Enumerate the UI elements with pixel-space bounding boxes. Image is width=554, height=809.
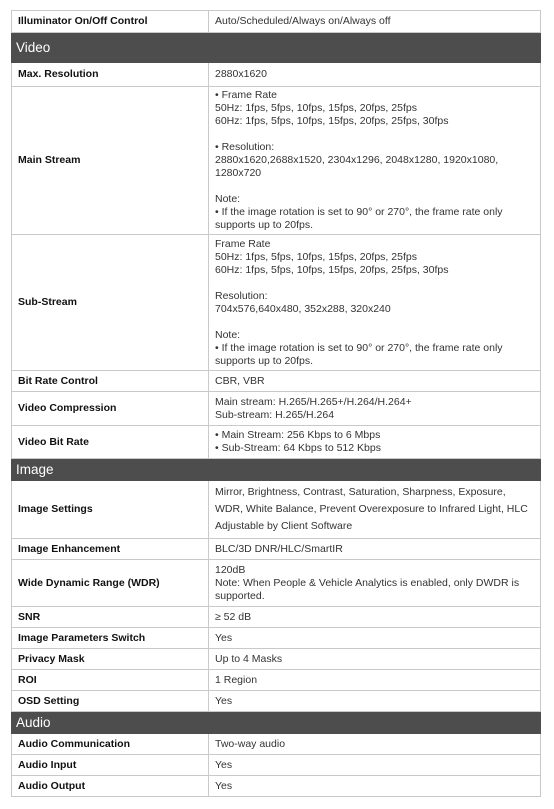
spec-row-image-enhancement [12, 539, 541, 560]
spec-row-audio-input [12, 755, 541, 776]
spec-row-bit-rate-control [12, 371, 541, 392]
spec-row-image-settings [12, 481, 541, 539]
value-line: 704x576,640x480, 352x288, 320x240 [215, 302, 391, 315]
spec-row-main-stream [12, 87, 541, 235]
row-label: Sub-Stream [12, 235, 209, 371]
section-title: Audio [12, 712, 541, 734]
row-value: 1 Region [209, 670, 541, 691]
spec-row-privacy-mask [12, 649, 541, 670]
row-value [209, 426, 541, 459]
row-label: Image Parameters Switch [12, 628, 209, 649]
spec-table [11, 10, 541, 797]
row-value [209, 87, 541, 235]
value-line: 120dB [215, 563, 246, 576]
row-value [209, 481, 541, 539]
spec-row-audio-communication [12, 734, 541, 755]
spec-row-illuminator [12, 11, 541, 33]
value-line: supports up to 20fps. [215, 219, 314, 231]
row-value: Yes [209, 776, 541, 797]
value-line: 1280x720 [215, 167, 262, 179]
spec-row-osd-setting [12, 691, 541, 712]
value-line: supports up to 20fps. [215, 354, 314, 367]
value-line: • If the image rotation is set to 90° or 270°, the frame rate only [215, 341, 503, 354]
row-value: Auto/Scheduled/Always on/Always off [209, 11, 541, 33]
value-line: Frame Rate [215, 237, 271, 250]
row-value: Two-way audio [209, 734, 541, 755]
row-value [209, 560, 541, 607]
section-header-video [12, 33, 541, 63]
row-label: Main Stream [12, 87, 209, 235]
row-value: ≥ 52 dB [209, 607, 541, 628]
value-line: WDR, White Balance, Prevent Overexposure to Infrared Light, HLC [215, 503, 528, 515]
row-value: BLC/3D DNR/HLC/SmartIR [209, 539, 541, 560]
spec-sheet [11, 10, 541, 797]
section-title: Video [12, 33, 541, 63]
value-line: Note: [215, 328, 241, 341]
value-line: Adjustable by Client Software [215, 520, 353, 532]
spec-row-image-parameters-switch [12, 628, 541, 649]
spec-row-snr [12, 607, 541, 628]
section-title: Image [12, 459, 541, 481]
row-value [209, 392, 541, 426]
value-line: Note: [215, 193, 241, 205]
value-line: • Frame Rate [215, 89, 278, 101]
value-line: • Sub-Stream: 64 Kbps to 512 Kbps [215, 442, 381, 454]
spec-row-max-resolution [12, 63, 541, 87]
row-label: Bit Rate Control [12, 371, 209, 392]
row-label: OSD Setting [12, 691, 209, 712]
value-line: 60Hz: 1fps, 5fps, 10fps, 15fps, 20fps, 25fps, 30fps [215, 115, 449, 127]
section-header-image [12, 459, 541, 481]
row-value: Yes [209, 691, 541, 712]
row-value: Up to 4 Masks [209, 649, 541, 670]
value-line: Mirror, Brightness, Contrast, Saturation, Sharpness, Exposure, [215, 486, 506, 498]
row-label: Video Bit Rate [12, 426, 209, 459]
row-label: Wide Dynamic Range (WDR) [12, 560, 209, 607]
spec-row-video-bit-rate [12, 426, 541, 459]
row-value: Yes [209, 755, 541, 776]
section-header-audio [12, 712, 541, 734]
row-label: Audio Input [12, 755, 209, 776]
row-label: ROI [12, 670, 209, 691]
value-line: 2880x1620,2688x1520, 2304x1296, 2048x1280, 1920x1080, [215, 154, 499, 166]
value-line: supported. [215, 589, 265, 602]
row-label: Image Settings [12, 481, 209, 539]
row-label: Audio Output [12, 776, 209, 797]
value-line: • Resolution: [215, 141, 275, 153]
spec-row-video-compression [12, 392, 541, 426]
value-line: 50Hz: 1fps, 5fps, 10fps, 15fps, 20fps, 25fps [215, 250, 417, 263]
row-label: Max. Resolution [12, 63, 209, 87]
row-value: Yes [209, 628, 541, 649]
spec-row-sub-stream [12, 235, 541, 371]
row-value: CBR, VBR [209, 371, 541, 392]
value-line: Resolution: [215, 289, 268, 302]
spec-row-wdr [12, 560, 541, 607]
value-line: 50Hz: 1fps, 5fps, 10fps, 15fps, 20fps, 25fps [215, 102, 417, 114]
row-label: SNR [12, 607, 209, 628]
value-line: 60Hz: 1fps, 5fps, 10fps, 15fps, 20fps, 25fps, 30fps [215, 263, 449, 276]
value-line: • If the image rotation is set to 90° or 270°, the frame rate only [215, 206, 503, 218]
value-line: Sub-stream: H.265/H.264 [215, 408, 335, 421]
row-value [209, 235, 541, 371]
row-label: Illuminator On/Off Control [12, 11, 209, 33]
value-line: Main stream: H.265/H.265+/H.264/H.264+ [215, 395, 412, 408]
row-value: 2880x1620 [209, 63, 541, 87]
value-line: • Main Stream: 256 Kbps to 6 Mbps [215, 429, 381, 441]
row-label: Image Enhancement [12, 539, 209, 560]
spec-row-audio-output [12, 776, 541, 797]
row-label: Privacy Mask [12, 649, 209, 670]
row-label: Audio Communication [12, 734, 209, 755]
spec-row-roi [12, 670, 541, 691]
value-line: Note: When People & Vehicle Analytics is enabled, only DWDR is [215, 576, 520, 589]
row-label: Video Compression [12, 392, 209, 426]
